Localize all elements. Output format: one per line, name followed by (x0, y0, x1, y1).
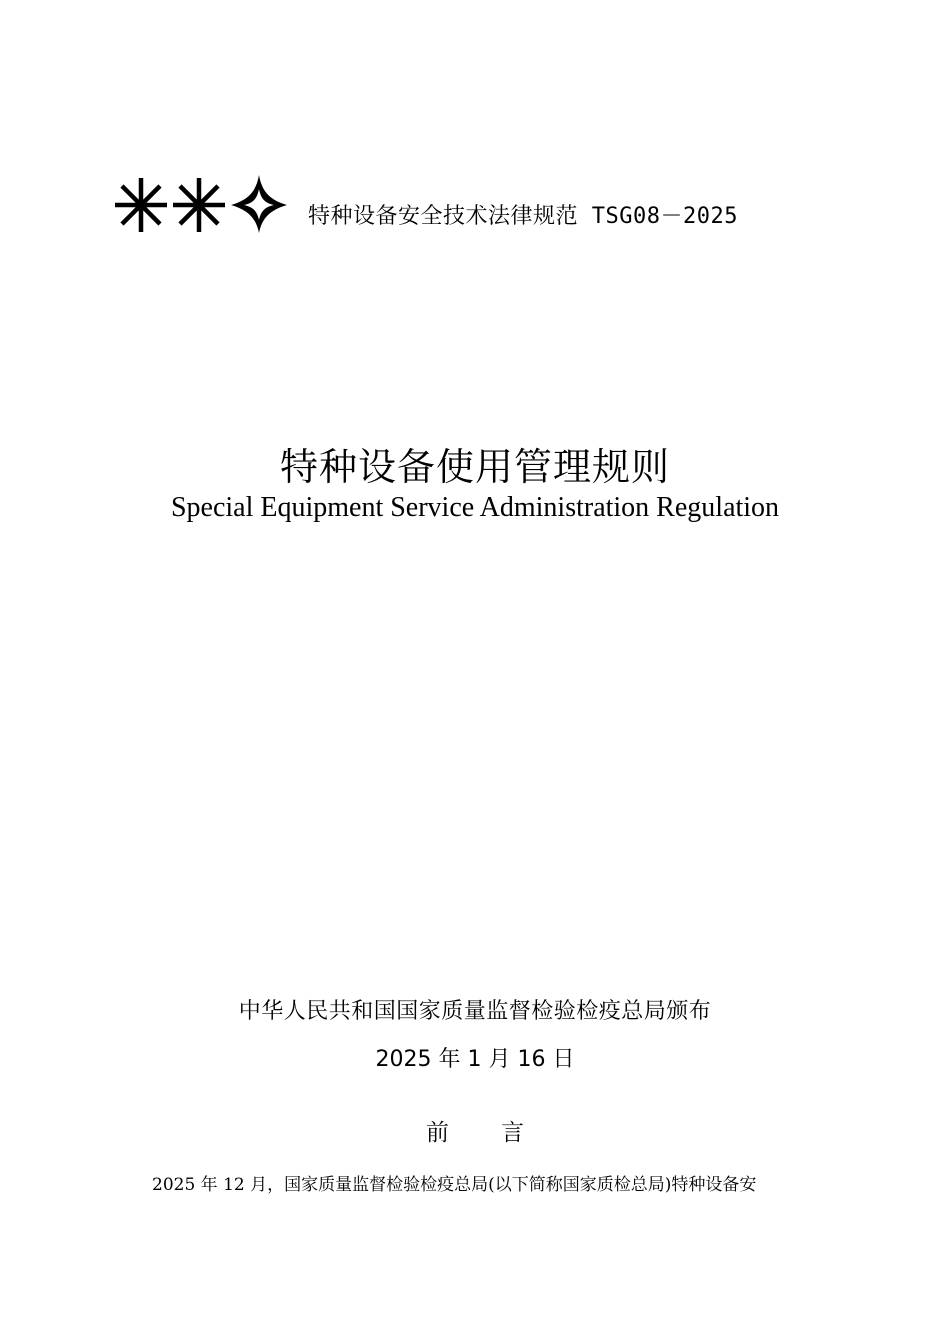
document-title-english: Special Equipment Service Administration Regulation (170, 492, 780, 523)
issue-date: 2025 年 1 月 16 日 (375, 1047, 575, 1072)
asterisk-star-icon (170, 172, 228, 234)
preface-heading-left: 前 (426, 1120, 449, 1146)
issuing-authority: 中华人民共和国国家质量监督检验检疫总局颁布 (238, 999, 712, 1024)
four-point-star-icon (228, 172, 290, 234)
preface-heading (0, 1114, 950, 1147)
header-symbols (112, 172, 290, 234)
document-title-chinese: 特种设备使用管理规则 (279, 445, 670, 489)
asterisk-star-icon (112, 172, 170, 234)
preface-paragraph: 2025 年 12 月，国家质量监督检验检疫总局(以下简称国家质检总局)特种设备安 (152, 1175, 757, 1195)
regulation-code: 特种设备安全技术法律规范 TSG08－2025 (308, 204, 738, 229)
header-row (112, 172, 738, 234)
preface-heading-right: 言 (501, 1120, 524, 1146)
